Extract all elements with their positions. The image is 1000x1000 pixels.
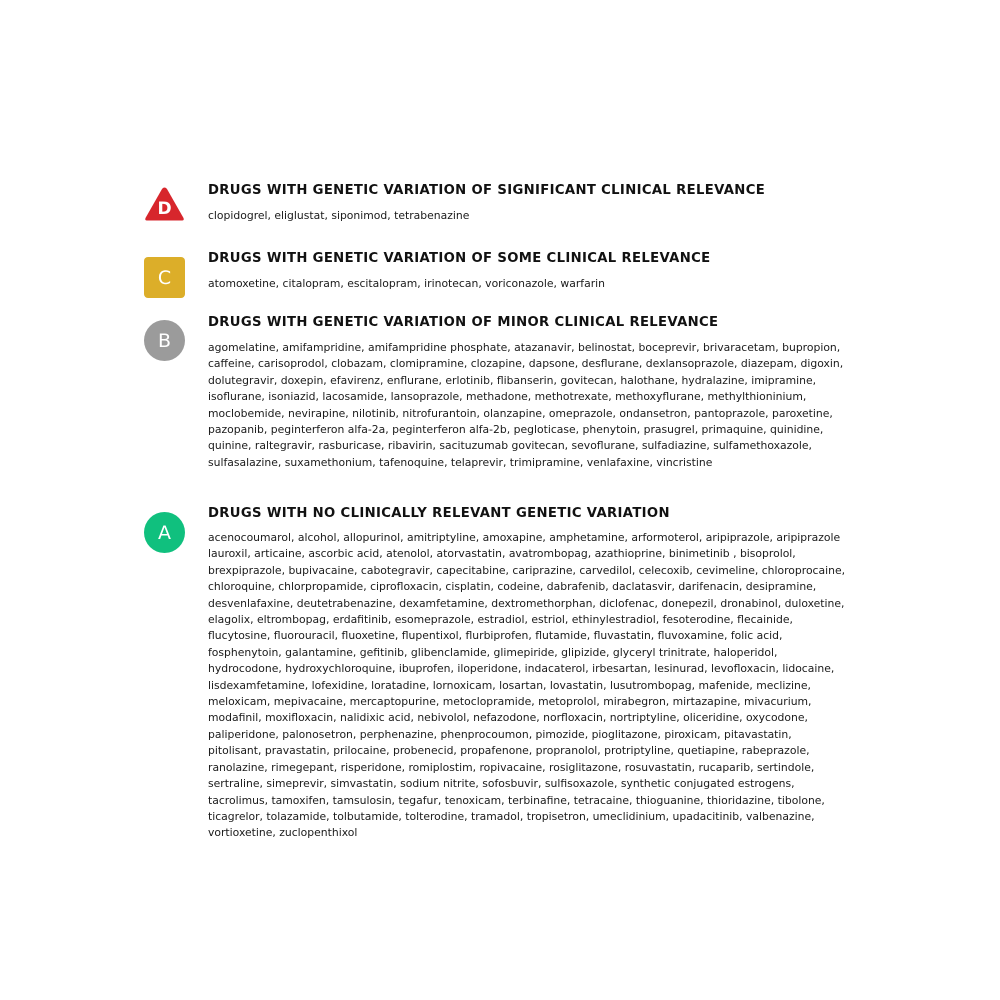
badge-d-triangle-icon [144,186,185,222]
section-title: DRUGS WITH GENETIC VARIATION OF SOME CLINICAL RELEVANCE [208,251,711,266]
badge-b-circle-icon [144,320,185,361]
section-title: DRUGS WITH NO CLINICALLY RELEVANT GENETIC VARIATION [208,506,670,521]
section-title: DRUGS WITH GENETIC VARIATION OF SIGNIFICANT CLINICAL RELEVANCE [208,183,766,198]
drug-list: clopidogrel, eliglustat, siponimod, tetrabenazine [208,209,470,222]
section-title: DRUGS WITH GENETIC VARIATION OF MINOR CLINICAL RELEVANCE [208,315,719,330]
badge-c-square-icon [144,257,185,298]
badge-letter: A [158,521,171,544]
badge-letter: C [157,266,172,289]
badge-letter: B [157,329,172,352]
badge-letter: D [157,199,172,219]
badge-a-circle-icon [144,512,185,553]
drug-list: acenocoumarol, alcohol, allopurinol, amitriptyline, amoxapine, amphetamine, arformoterol, aripiprazole, aripiprazole lauroxil, articaine, ascorbic acid, atenolol, atorvastatin, avatrombopag, azathioprine, binimetinib , bisoprolol, brexpiprazole, bupivacaine, cabotegravir, capecitabine, cariprazine, carvedilol, celecoxib, cevimeline, chloroprocaine, chloroquine, chlorpropamide, ciprofloxacin, cisplatin, codeine, dabrafenib, daclatasvir, darifenacin, desipramine, desvenlafaxine, deutetrabenazine, dexamfetamine, dextromethorphan, diclofenac, donepezil, dronabinol, duloxetine, elagolix, eltrombopag, erdafitinib, esomeprazole, estradiol, estriol, ethinylestradiol, fesoterodine, flecainide, flucytosine, fluorouracil, fluoxetine, flupentixol, flurbiprofen, flutamide, fluvastatin, fluvoxamine, folic acid, fosphenytoin, galantamine, gefitinib, glibenclamide, glimepiride, glipizide, glyceryl trinitrate, haloperidol, hydrocodone, hydroxychloroquine, ibuprofen, iloperidone, indacaterol, irbesartan, lesinurad, levofloxacin, lidocaine, lisdexamfetamine, lofexidine, loratadine, lornoxicam, losartan, lovastatin, lusutrombopag, mafenide, meclizine, meloxicam, mepivacaine, mercaptopurine, metoclopramide, metoprolol, mirabegron, mirtazapine, mivacurium, modafinil, moxifloxacin, nalidixic acid, nebivolol, nefazodone, norfloxacin, nortriptyline, oliceridine, oxycodone, paliperidone, palonosetron, perphenazine, phenprocoumon, pimozide, pioglitazone, piroxicam, pitavastatin, pitolisant, pravastatin, prilocaine, probenecid, propafenone, propranolol, protriptyline, quetiapine, rabeprazole, ranolazine, rimegepant, risperidone, romiplostim, ropivacaine, rosiglitazone, rosuvastatin, rucaparib, sertindole, sertraline, simeprevir, simvastatin, sodium nitrite, sofosbuvir, sulfisoxazole, synthetic conjugated estrogens, tacrolimus, tamoxifen, tamsulosin, tegafur, tenoxicam, terbinafine, tetracaine, thioguanine, thioridazine, tibolone, ticagrelor, tolazamide, tolbutamide, tolterodine, tramadol, tropisetron, umeclidinium, upadacitinib, valbenazine, vortioxetine, zuclopenthixol [208,531,846,840]
drug-list: atomoxetine, citalopram, escitalopram, irinotecan, voriconazole, warfarin [208,277,605,290]
drug-list: agomelatine, amifampridine, amifampridine phosphate, atazanavir, belinostat, boceprevir, brivaracetam, bupropion, caffeine, carisoprodol, clobazam, clomipramine, clozapine, dapsone, desflurane, dexlansoprazole, diazepam, digoxin, dolutegravir, doxepin, efavirenz, enflurane, erlotinib, flibanserin, govitecan, halothane, hydralazine, imipramine, isoflurane, isoniazid, lacosamide, lansoprazole, methadone, methotrexate, methoxyflurane, methylthioninium, moclobemide, nevirapine, nilotinib, nitrofurantoin, olanzapine, omeprazole, ondansetron, pantoprazole, paroxetine, pazopanib, peginterferon alfa-2a, peginterferon alfa-2b, pegloticase, phenytoin, prasugrel, primaquine, quinidine, quinine, raltegravir, rasburicase, ribavirin, sacituzumab govitecan, sevoflurane, sulfadiazine, sulfamethoxazole, sulfasalazine, suxamethonium, tafenoquine, telaprevir, trimipramine, venlafaxine, vincristine [208,341,844,469]
